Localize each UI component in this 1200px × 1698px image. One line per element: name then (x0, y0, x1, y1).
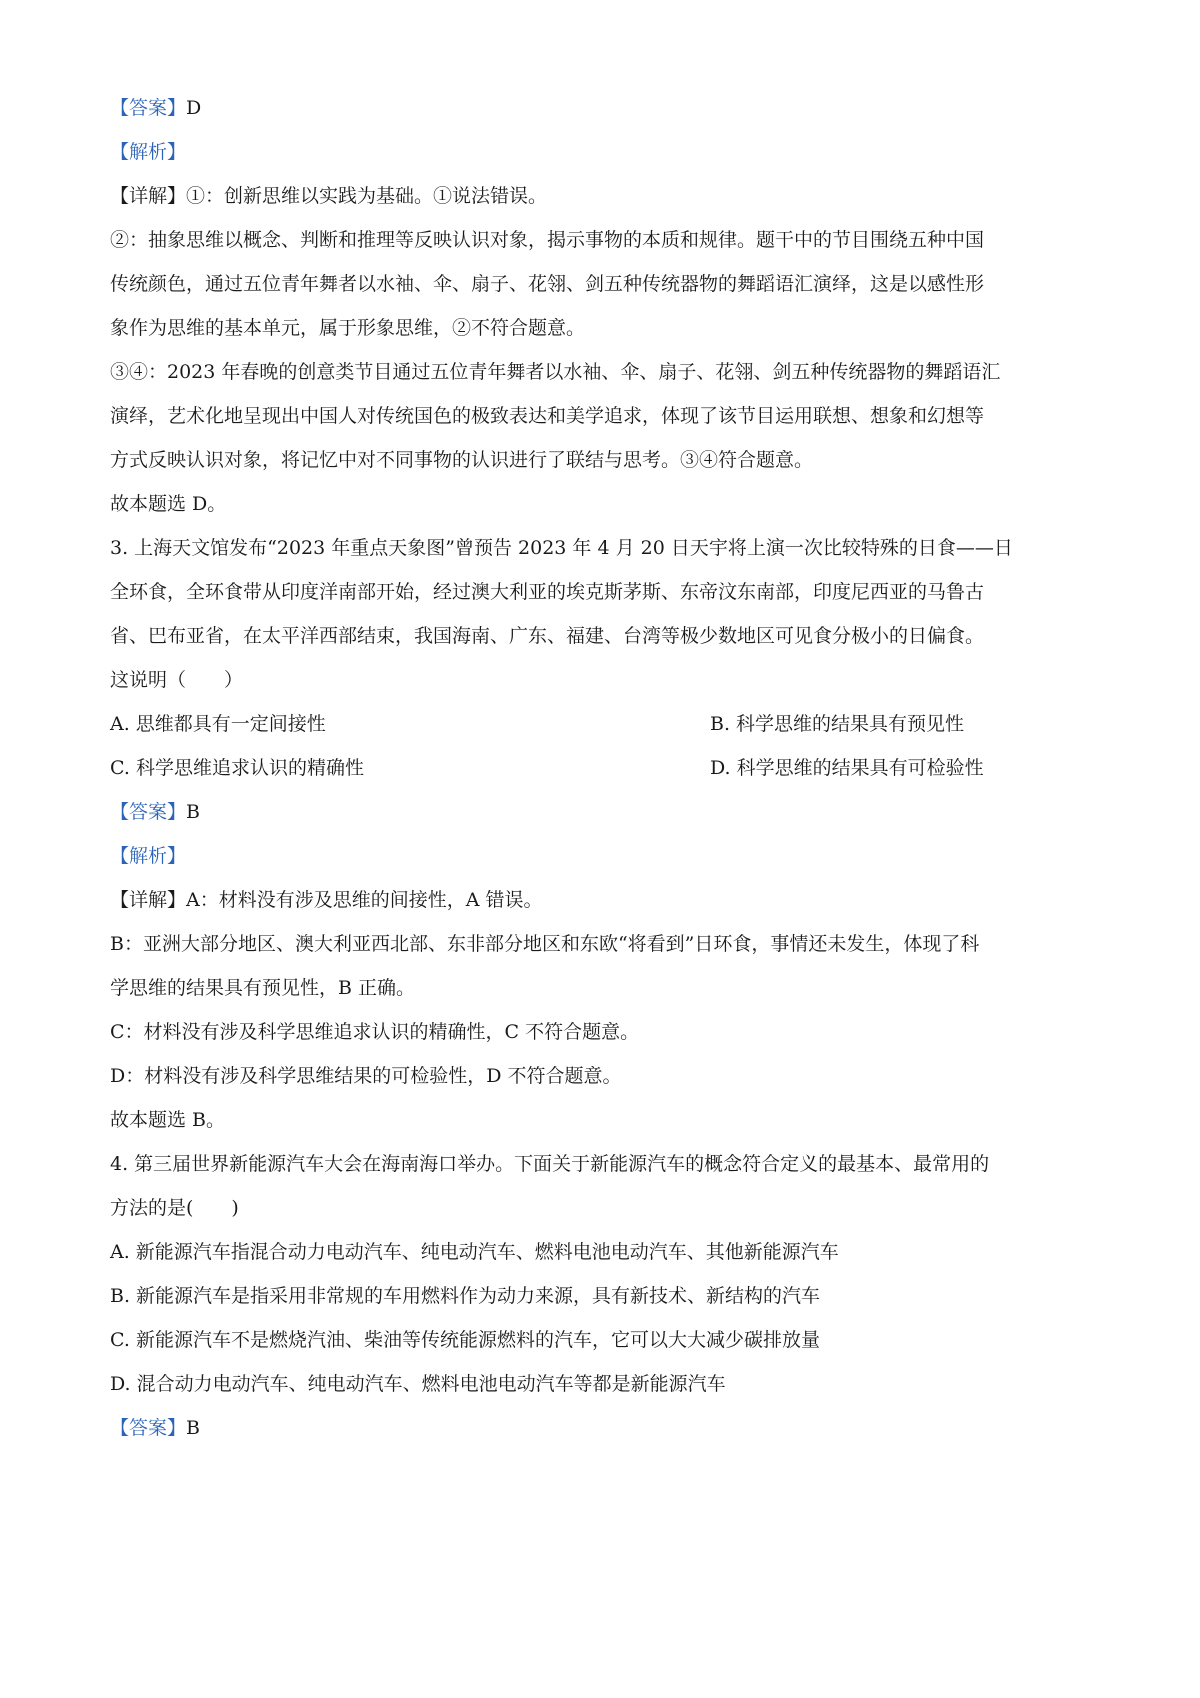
q3-stem-line-2: 全环食，全环食带从印度洋南部开始，经过澳大利亚的埃克斯茅斯、东帝汶东南部，印度尼西亚的马鲁古 (110, 581, 985, 603)
q4-option-c: C. 新能源汽车不是燃烧汽油、柴油等传统能源燃料的汽车，它可以大大减少碳排放量 (110, 1329, 820, 1351)
q4-option-b: B. 新能源汽车是指采用非常规的车用燃料作为动力来源，具有新技术、新结构的汽车 (110, 1285, 821, 1307)
q3-option-d: D. 科学思维的结果具有可检验性 (710, 757, 984, 779)
q3-stem-line-4: 这说明（ ） (110, 669, 244, 691)
q2-conclusion: 故本题选 D。 (110, 493, 227, 515)
answer-value: B (186, 801, 200, 823)
detail-text: A：材料没有涉及思维的间接性，A 错误。 (186, 889, 543, 911)
analysis-tag: 【解析】 (110, 141, 187, 163)
q3-conclusion: 故本题选 B。 (110, 1109, 226, 1131)
q4-option-a: A. 新能源汽车指混合动力电动汽车、纯电动汽车、燃料电池电动汽车、其他新能源汽车 (110, 1241, 839, 1263)
q3-stem-line-1: 3. 上海天文馆发布“2023 年重点天象图”曾预告 2023 年 4 月 20 日天宇将上演一次比较特殊的日食——日 (110, 537, 1013, 559)
q3-detail-line-d: D：材料没有涉及科学思维结果的可检验性，D 不符合题意。 (110, 1065, 622, 1087)
q2-detail-line-2c: 象作为思维的基本单元，属于形象思维，②不符合题意。 (110, 317, 586, 339)
q3-option-a: A. 思维都具有一定间接性 (110, 713, 326, 735)
q2-answer-line (110, 96, 1100, 120)
q3-stem-line-3: 省、巴布亚省，在太平洋西部结束，我国海南、广东、福建、台湾等极少数地区可见食分极小的日偏食。 (110, 625, 985, 647)
q4-stem-line-2: 方法的是( ) (110, 1197, 239, 1219)
q4-option-d: D. 混合动力电动汽车、纯电动汽车、燃料电池电动汽车等都是新能源汽车 (110, 1373, 726, 1395)
q3-answer-line (110, 800, 1100, 824)
detail-tag: 【详解】 (110, 889, 187, 911)
q2-detail-line-3b: 演绎，艺术化地呈现出中国人对传统国色的极致表达和美学追求，体现了该节目运用联想、想象和幻想等 (110, 405, 985, 427)
detail-tag: 【详解】 (110, 185, 187, 207)
q2-analysis-line (110, 140, 1100, 164)
q3-option-b: B. 科学思维的结果具有预见性 (710, 713, 965, 735)
answer-tag: 【答案】 (110, 1417, 187, 1439)
q3-options-row-2 (110, 756, 1100, 780)
q2-detail-line-1 (110, 184, 1100, 208)
q3-options-row-1 (110, 712, 1100, 736)
q2-detail-line-3a: ③④：2023 年春晚的创意类节目通过五位青年舞者以水袖、伞、扇子、花翎、剑五种传统器物的舞蹈语汇 (110, 361, 1001, 383)
q3-detail-line-b1: B：亚洲大部分地区、澳大利亚西北部、东非部分地区和东欧“将看到”日环食，事情还未发生，体现了科 (110, 933, 980, 955)
q2-detail-line-2a: ②：抽象思维以概念、判断和推理等反映认识对象，揭示事物的本质和规律。题干中的节目围绕五种中国 (110, 229, 985, 251)
q3-detail-line-c: C：材料没有涉及科学思维追求认识的精确性，C 不符合题意。 (110, 1021, 640, 1043)
q3-detail-line-b2: 学思维的结果具有预见性，B 正确。 (110, 977, 416, 999)
detail-text: ①：创新思维以实践为基础。①说法错误。 (186, 185, 548, 207)
q2-detail-line-2b: 传统颜色，通过五位青年舞者以水袖、伞、扇子、花翎、剑五种传统器物的舞蹈语汇演绎，这是以感性形 (110, 273, 985, 295)
answer-value: D (186, 97, 202, 119)
answer-tag: 【答案】 (110, 97, 187, 119)
q4-answer-line (110, 1416, 1100, 1440)
q3-analysis-line (110, 844, 1100, 868)
q3-option-c: C. 科学思维追求认识的精确性 (110, 757, 364, 779)
q3-detail-line-a (110, 888, 1100, 912)
answer-tag: 【答案】 (110, 801, 187, 823)
q4-stem-line-1: 4. 第三届世界新能源汽车大会在海南海口举办。下面关于新能源汽车的概念符合定义的最基本、最常用的 (110, 1153, 990, 1175)
analysis-tag: 【解析】 (110, 845, 187, 867)
q2-detail-line-3c: 方式反映认识对象，将记忆中对不同事物的认识进行了联结与思考。③④符合题意。 (110, 449, 814, 471)
answer-value: B (186, 1417, 200, 1439)
